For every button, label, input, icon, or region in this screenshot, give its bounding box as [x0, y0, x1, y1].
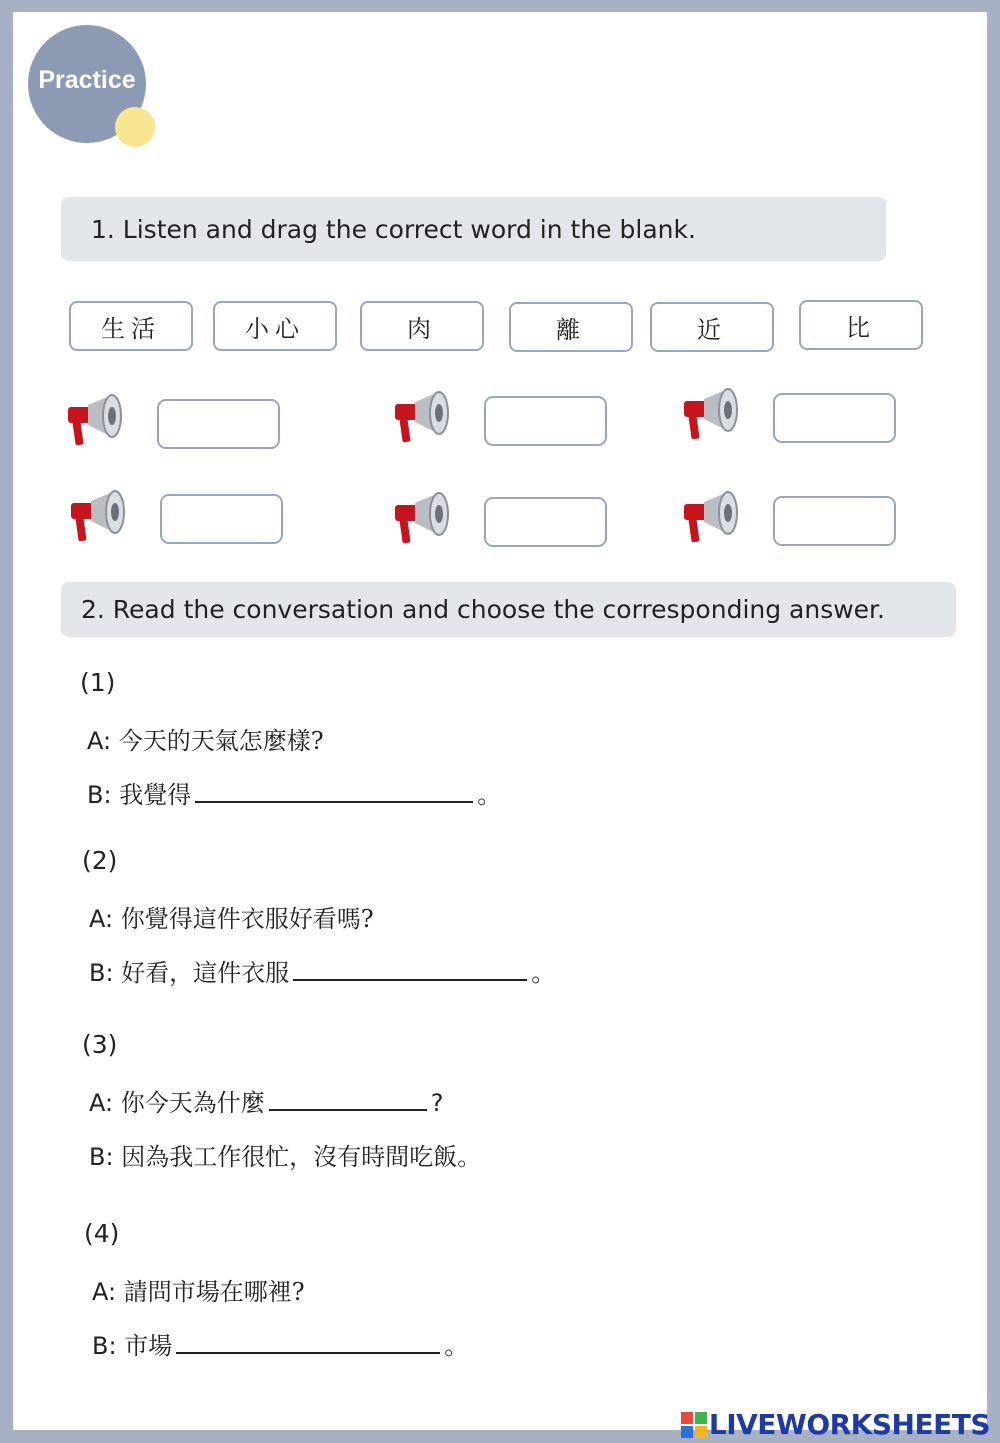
speaker-label: B: [89, 1143, 114, 1171]
speaker-label: B: [87, 781, 112, 809]
q1-b-text: 我覺得 [119, 781, 192, 809]
question-number-2: (2) [82, 846, 118, 875]
speaker-label: A: [87, 727, 112, 755]
megaphone-audio-icon[interactable] [389, 390, 451, 448]
q2-line-b [89, 953, 555, 988]
speaker-label: A: [92, 1278, 117, 1306]
word-chip-2[interactable]: 小心 [213, 301, 337, 351]
q4-line-b [92, 1326, 468, 1361]
word-chip-1[interactable]: 生活 [69, 301, 193, 351]
q4-line-a [92, 1272, 305, 1307]
section1-instruction-text: 1. Listen and drag the correct word in the blank. [91, 214, 696, 244]
practice-badge-label: Practice [38, 66, 136, 94]
q3-b-text: 因為我工作很忙，沒有時間吃飯。 [121, 1143, 482, 1171]
drop-box-3[interactable] [773, 393, 896, 443]
section2-instruction [61, 582, 956, 637]
q2-b-end: 。 [531, 959, 556, 987]
q3-answer-blank[interactable] [269, 1087, 427, 1111]
q3-line-a [89, 1083, 443, 1118]
q2-a-text: 你覺得這件衣服好看嗎? [120, 905, 374, 933]
section1-instruction [61, 197, 886, 261]
q1-b-end: 。 [477, 781, 502, 809]
megaphone-audio-icon[interactable] [62, 393, 124, 451]
q3-a-text: 你今天為什麼 [120, 1089, 265, 1117]
brand-text: LIVEWORKSHEETS [708, 1408, 990, 1441]
megaphone-audio-icon[interactable] [65, 489, 127, 547]
liveworksheets-logo-icon [681, 1412, 707, 1438]
q1-a-text: 今天的天氣怎麼樣? [118, 727, 324, 755]
megaphone-audio-icon[interactable] [678, 387, 740, 445]
speaker-label: A: [89, 905, 114, 933]
q1-line-a [87, 721, 324, 756]
section2-instruction-text: 2. Read the conversation and choose the corresponding answer. [81, 595, 885, 624]
question-number-3: (3) [82, 1030, 118, 1059]
megaphone-audio-icon[interactable] [678, 490, 740, 548]
q4-a-text: 請問市場在哪裡? [123, 1278, 305, 1306]
badge-dot-decoration [115, 107, 155, 147]
drop-box-5[interactable] [484, 497, 607, 547]
q2-line-a [89, 899, 374, 934]
megaphone-audio-icon[interactable] [389, 491, 451, 549]
question-number-1: (1) [80, 668, 116, 697]
drop-box-6[interactable] [773, 496, 896, 546]
q1-answer-blank[interactable] [195, 779, 473, 803]
q3-line-b [89, 1137, 481, 1172]
q4-answer-blank[interactable] [176, 1330, 440, 1354]
word-chip-5[interactable]: 近 [650, 302, 774, 352]
question-number-4: (4) [84, 1219, 120, 1248]
q4-b-text: 市場 [124, 1332, 173, 1360]
q3-a-end: ? [430, 1089, 444, 1117]
liveworksheets-brand [681, 1408, 990, 1441]
q2-b-text: 好看，這件衣服 [121, 959, 290, 987]
q2-answer-blank[interactable] [293, 957, 527, 981]
drop-box-4[interactable] [160, 494, 283, 544]
drop-box-1[interactable] [157, 399, 280, 449]
speaker-label: B: [89, 959, 114, 987]
speaker-label: B: [92, 1332, 117, 1360]
speaker-label: A: [89, 1089, 114, 1117]
q4-b-end: 。 [444, 1332, 469, 1360]
word-chip-6[interactable]: 比 [799, 300, 923, 350]
word-chip-3[interactable]: 肉 [360, 301, 484, 351]
q1-line-b [87, 775, 501, 810]
word-chip-4[interactable]: 離 [509, 302, 633, 352]
drop-box-2[interactable] [484, 396, 607, 446]
